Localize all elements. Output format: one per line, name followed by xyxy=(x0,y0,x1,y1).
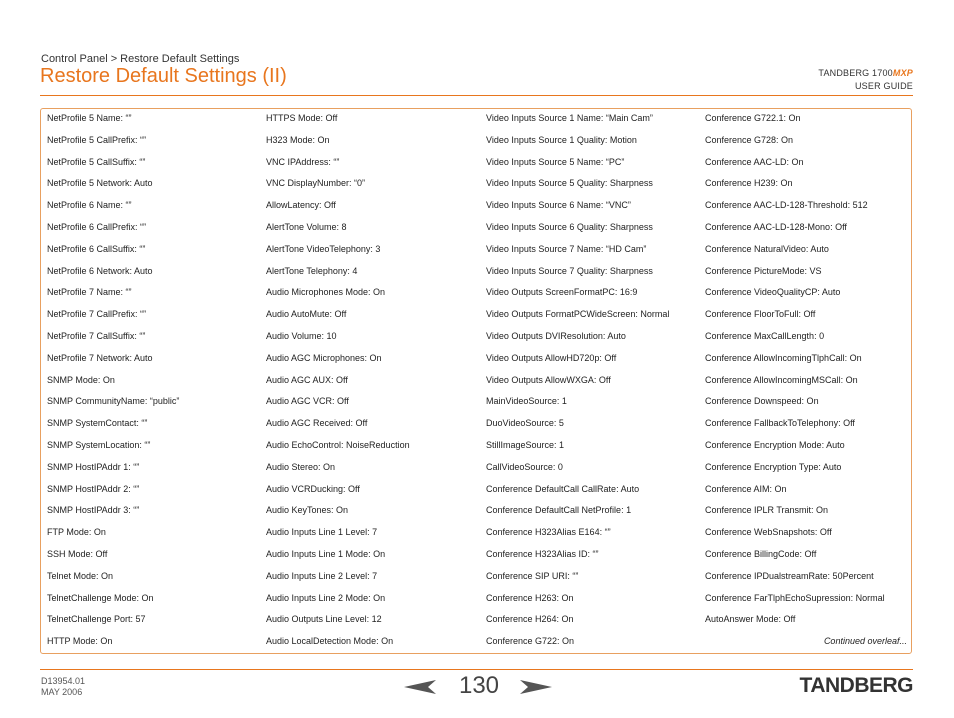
setting-item: Conference Encryption Mode: Auto xyxy=(705,439,845,450)
footer-divider xyxy=(40,669,913,670)
setting-item: Audio KeyTones: On xyxy=(266,505,349,516)
header-divider xyxy=(40,95,913,96)
setting-item: NetProfile 5 Network: Auto xyxy=(47,178,153,189)
setting-item: Audio VCRDucking: Off xyxy=(266,483,360,494)
setting-item: Audio LocalDetection Mode: On xyxy=(266,636,394,647)
user-guide-label: USER GUIDE xyxy=(854,81,913,91)
setting-item: SNMP SystemLocation: “” xyxy=(47,439,151,450)
document-info xyxy=(41,676,85,698)
setting-item: Audio AGC VCR: Off xyxy=(266,396,349,407)
setting-item: Video Inputs Source 5 Quality: Sharpness xyxy=(486,178,653,189)
settings-column-2 xyxy=(266,111,410,656)
setting-item: Video Inputs Source 1 Quality: Motion xyxy=(486,134,637,145)
setting-item: Video Outputs FormatPCWideScreen: Normal xyxy=(486,309,670,320)
product-suffix: MXP xyxy=(892,68,913,78)
setting-item: Conference G722.1: On xyxy=(705,113,801,123)
document-date: MAY 2006 xyxy=(41,687,83,697)
setting-item: Audio Inputs Line 2 Mode: On xyxy=(266,592,386,603)
setting-item: CallVideoSource: 0 xyxy=(486,461,563,472)
setting-item: Conference WebSnapshots: Off xyxy=(705,527,832,538)
setting-item: Audio Stereo: On xyxy=(266,461,336,472)
previous-page-icon[interactable] xyxy=(404,680,436,694)
setting-item: Video Outputs DVIResolution: Auto xyxy=(486,330,626,341)
setting-item: Video Inputs Source 6 Quality: Sharpness xyxy=(486,221,653,232)
product-name: TANDBERG 1700 xyxy=(818,68,893,78)
setting-item: Conference NaturalVideo: Auto xyxy=(705,243,829,254)
setting-item: Conference H264: On xyxy=(486,614,574,625)
setting-item: Video Outputs AllowHD720p: Off xyxy=(486,352,617,363)
setting-item: Conference FloorToFull: Off xyxy=(705,309,816,320)
setting-item: Video Inputs Source 7 Quality: Sharpness xyxy=(486,265,653,276)
setting-item: Conference G728: On xyxy=(705,134,794,145)
setting-item: AlertTone Telephony: 4 xyxy=(266,265,358,276)
setting-item: Video Inputs Source 7 Name: “HD Cam” xyxy=(486,243,647,254)
setting-item: Conference FallbackToTelephony: Off xyxy=(705,418,855,429)
continued-overleaf-note: Continued overleaf... xyxy=(823,636,907,647)
setting-item: Conference IPLR Transmit: On xyxy=(705,505,829,516)
setting-item: NetProfile 6 Name: “” xyxy=(47,200,132,211)
setting-item: Audio Inputs Line 1 Mode: On xyxy=(266,548,386,559)
setting-item: Conference PictureMode: VS xyxy=(705,265,822,276)
setting-item: SNMP SystemContact: “” xyxy=(47,418,148,429)
setting-item: SSH Mode: Off xyxy=(47,548,108,559)
setting-item: Conference H239: On xyxy=(705,178,793,189)
setting-item: NetProfile 6 CallPrefix: “” xyxy=(47,221,147,232)
setting-item: Audio AGC Microphones: On xyxy=(266,352,382,363)
setting-item: NetProfile 7 Network: Auto xyxy=(47,352,153,363)
setting-item: Conference SIP URI: “” xyxy=(486,570,579,581)
setting-item: NetProfile 7 Name: “” xyxy=(47,287,132,298)
settings-column-1 xyxy=(47,111,179,656)
setting-item: Audio AGC Received: Off xyxy=(266,418,368,429)
setting-item: Conference AAC-LD-128-Mono: Off xyxy=(705,221,847,232)
setting-item: SNMP CommunityName: “public” xyxy=(47,396,180,407)
setting-item: Conference Encryption Type: Auto xyxy=(705,461,842,472)
setting-item: Video Outputs AllowWXGA: Off xyxy=(486,374,611,385)
settings-column-4 xyxy=(705,111,907,656)
setting-item: Conference G722: On xyxy=(486,636,575,647)
setting-item: NetProfile 5 CallSuffix: “” xyxy=(47,156,146,167)
setting-item: SNMP Mode: On xyxy=(47,374,115,385)
setting-item: NetProfile 5 CallPrefix: “” xyxy=(47,134,147,145)
setting-item: TelnetChallenge Mode: On xyxy=(47,592,154,603)
setting-item: Conference MaxCallLength: 0 xyxy=(705,330,825,341)
setting-item: AlertTone VideoTelephony: 3 xyxy=(266,243,381,254)
setting-item: Conference BillingCode: Off xyxy=(705,548,817,559)
setting-item: VNC IPAddress: “” xyxy=(266,156,340,167)
setting-item: Conference AIM: On xyxy=(705,483,787,494)
setting-item: Conference H323Alias ID: “” xyxy=(486,548,599,559)
setting-item: NetProfile 7 CallPrefix: “” xyxy=(47,309,147,320)
tandberg-logo: TANDBERG xyxy=(799,674,913,697)
document-number: D13954.01 xyxy=(41,676,86,686)
setting-item: TelnetChallenge Port: 57 xyxy=(47,614,146,625)
page-navigation xyxy=(404,672,552,702)
setting-item: AlertTone Volume: 8 xyxy=(266,221,347,232)
setting-item: Audio EchoControl: NoiseReduction xyxy=(266,439,410,450)
setting-item: Audio Volume: 10 xyxy=(266,330,337,341)
setting-item: Video Inputs Source 1 Name: “Main Cam” xyxy=(486,113,653,123)
setting-item: Telnet Mode: On xyxy=(47,570,114,581)
settings-column-3 xyxy=(486,111,669,656)
setting-item: NetProfile 6 CallSuffix: “” xyxy=(47,243,146,254)
page-title: Restore Default Settings (II) xyxy=(40,65,287,87)
setting-item: NetProfile 5 Name: “” xyxy=(47,113,132,123)
setting-item: HTTP Mode: On xyxy=(47,636,113,647)
setting-item: NetProfile 6 Network: Auto xyxy=(47,265,153,276)
setting-item: Audio Inputs Line 1 Level: 7 xyxy=(266,527,378,538)
setting-item: Audio Outputs Line Level: 12 xyxy=(266,614,382,625)
settings-panel xyxy=(40,108,912,654)
setting-item: StillImageSource: 1 xyxy=(486,439,565,450)
next-page-icon[interactable] xyxy=(520,680,552,694)
setting-item: NetProfile 7 CallSuffix: “” xyxy=(47,330,146,341)
setting-item: Conference AAC-LD: On xyxy=(705,156,804,167)
setting-item: DuoVideoSource: 5 xyxy=(486,418,564,429)
breadcrumb[interactable]: Control Panel > Restore Default Settings xyxy=(41,53,240,65)
setting-item: Conference DefaultCall CallRate: Auto xyxy=(486,483,640,494)
setting-item: SNMP HostIPAddr 3: “” xyxy=(47,505,140,516)
setting-item: Conference IPDualstreamRate: 50Percent xyxy=(705,570,874,581)
page-number: 130 xyxy=(458,672,500,699)
setting-item: Video Inputs Source 6 Name: “VNC” xyxy=(486,200,631,211)
setting-item: Audio AutoMute: Off xyxy=(266,309,347,320)
setting-item: Conference H263: On xyxy=(486,592,574,603)
setting-item: Audio Inputs Line 2 Level: 7 xyxy=(266,570,378,581)
setting-item: Conference H323Alias E164: “” xyxy=(486,527,611,538)
setting-item: Video Outputs ScreenFormatPC: 16:9 xyxy=(486,287,638,298)
setting-item: Conference DefaultCall NetProfile: 1 xyxy=(486,505,632,516)
setting-item: FTP Mode: On xyxy=(47,527,106,538)
setting-item: HTTPS Mode: Off xyxy=(266,113,338,123)
setting-item: Conference AAC-LD-128-Threshold: 512 xyxy=(705,200,868,211)
setting-item: Conference FarTlphEchoSupression: Normal xyxy=(705,592,885,603)
setting-item: Conference VideoQualityCP: Auto xyxy=(705,287,841,298)
setting-item: VNC DisplayNumber: “0” xyxy=(266,178,366,189)
setting-item: MainVideoSource: 1 xyxy=(486,396,567,407)
setting-item: AutoAnswer Mode: Off xyxy=(705,614,796,625)
setting-item: SNMP HostIPAddr 2: “” xyxy=(47,483,140,494)
product-label xyxy=(818,67,913,93)
setting-item: Audio AGC AUX: Off xyxy=(266,374,348,385)
setting-item: Audio Microphones Mode: On xyxy=(266,287,386,298)
setting-item: Conference AllowIncomingMSCall: On xyxy=(705,374,858,385)
setting-item: SNMP HostIPAddr 1: “” xyxy=(47,461,140,472)
setting-item: Conference AllowIncomingTlphCall: On xyxy=(705,352,862,363)
setting-item: H323 Mode: On xyxy=(266,134,330,145)
setting-item: AllowLatency: Off xyxy=(266,200,336,211)
setting-item: Conference Downspeed: On xyxy=(705,396,819,407)
setting-item: Video Inputs Source 5 Name: “PC” xyxy=(486,156,625,167)
